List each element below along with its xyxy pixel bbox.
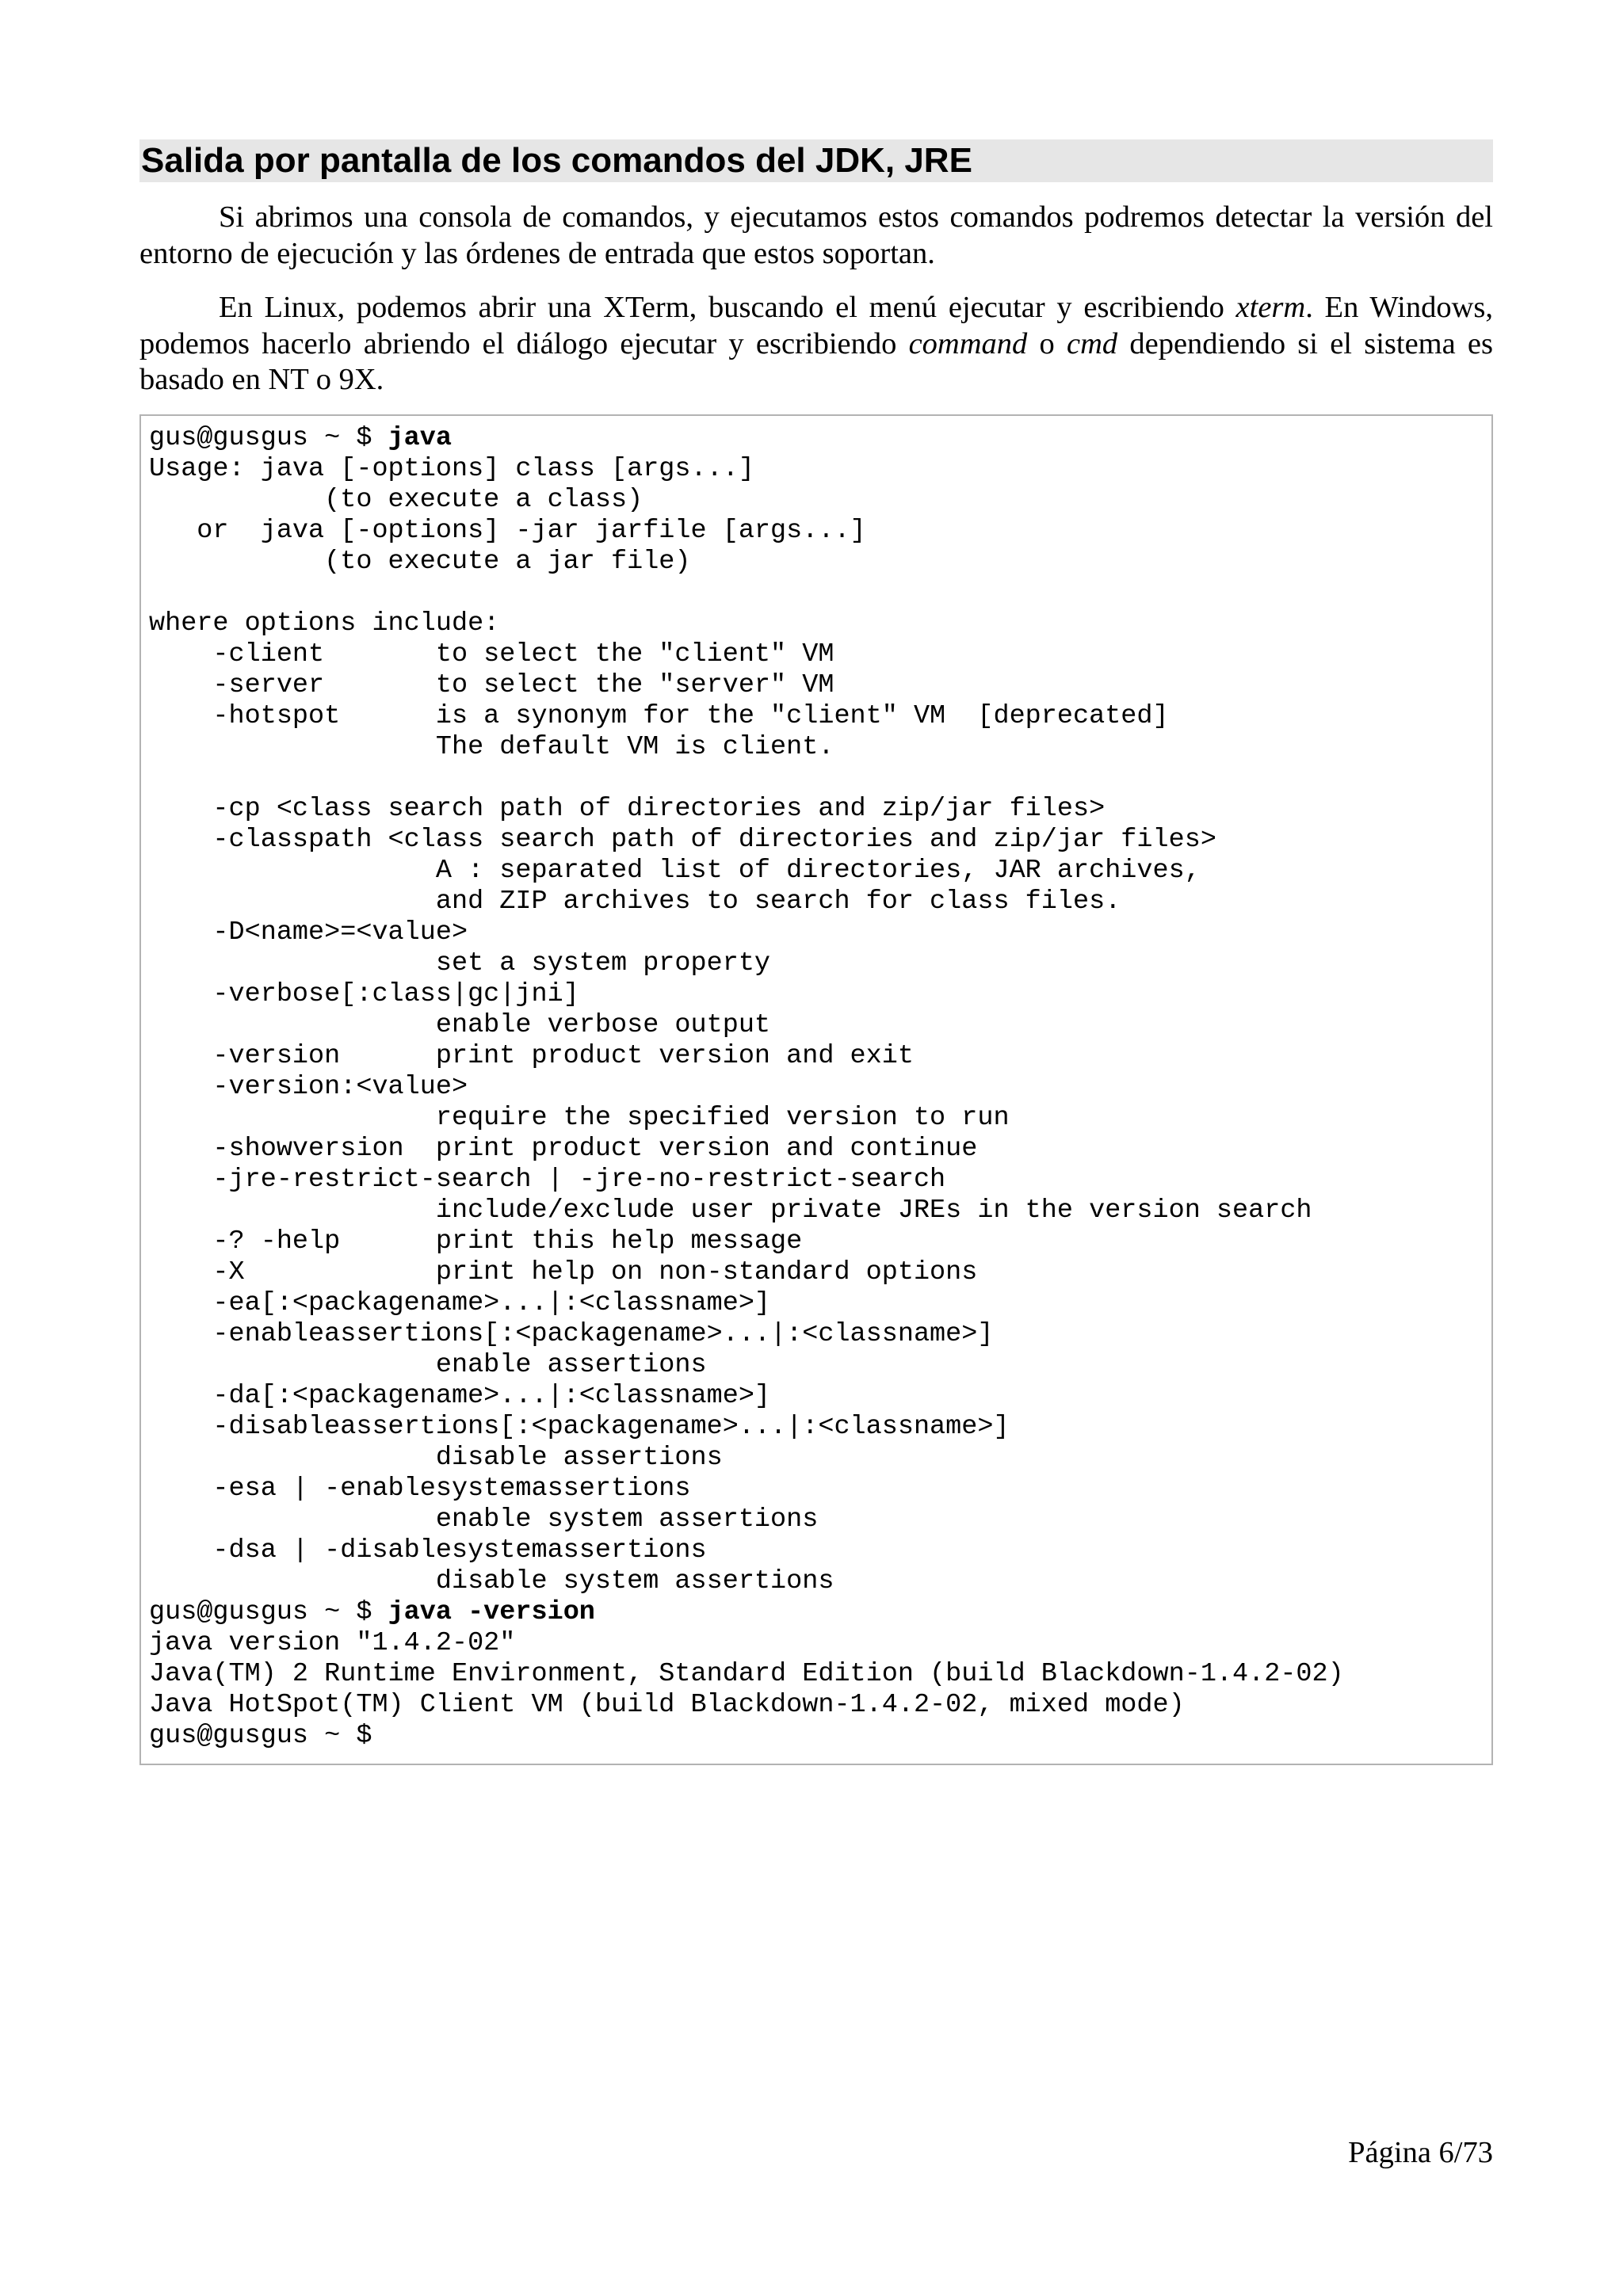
terminal-output-line: -? -help print this help message [149,1226,803,1257]
paragraph-text: . En Windows, podemos hacerlo abriendo el diálogo ejecutar y escribiendo [139,291,1493,360]
java-usage-output [149,454,1491,1597]
terminal-output-line: -client to select the "client" VM [149,639,834,669]
shell-prompt: gus@gusgus ~ $ [149,423,388,453]
terminal-output-line: -verbose[:class|gc|jni] [149,979,579,1009]
terminal-output-line: -version:<value> [149,1072,468,1102]
terminal-output-line: include/exclude user private JREs in the version search [149,1196,1312,1226]
terminal-output-line: A : separated list of directories, JAR archives, [149,856,1201,886]
xterm-term: xterm [1235,291,1306,324]
terminal-output-line: -da[:<packagename>...|:<classname>] [149,1381,771,1411]
terminal-output-line: enable system assertions [149,1505,819,1535]
terminal-output-line: -version print product version and exit [149,1041,914,1071]
terminal-output-line: -esa | -enablesystemassertions [149,1474,691,1504]
java-version-output [149,1628,1491,1721]
terminal-output-line: -cp <class search path of directories and zip/jar files> [149,794,1106,824]
paragraph-text: En Linux, podemos abrir una XTerm, buscando el menú ejecutar y escribiendo [219,291,1236,324]
intro-paragraph-1: Si abrimos una consola de comandos, y ejecutamos estos comandos podremos detectar la versión del entorno de ejecución y las órdenes de entrada que estos soportan. [139,200,1493,270]
terminal-output-line: enable assertions [149,1350,707,1380]
typed-command: java [388,423,452,453]
terminal-output-line: -hotspot is a synonym for the "client" VM [deprecated] [149,701,1169,731]
paragraph-text: dependiendo si el sistema es basado en NT o 9X. [139,326,1493,396]
terminal-output-line: set a system property [149,948,771,978]
terminal-output-line: Java(TM) 2 Runtime Environment, Standard Edition (build Blackdown-1.4.2-02) [149,1659,1344,1689]
terminal-output-line: -showversion print product version and continue [149,1134,978,1164]
terminal-output-line: -classpath <class search path of directories and zip/jar files> [149,825,1216,855]
terminal-output-line: -ea[:<packagename>...|:<classname>] [149,1288,771,1318]
terminal-output-line: where options include: [149,608,500,639]
terminal-output-line: -disableassertions[:<packagename>...|:<classname>] [149,1412,1010,1442]
terminal-output-line: The default VM is client. [149,732,834,762]
terminal-output-line: -dsa | -disablesystemassertions [149,1535,707,1566]
terminal-output-line: require the specified version to run [149,1103,1010,1133]
typed-command: java -version [388,1597,595,1627]
terminal-output-line: -server to select the "server" VM [149,670,834,700]
terminal-output-line: -jre-restrict-search | -jre-no-restrict-search [149,1165,946,1195]
intro-paragraph-2 [139,290,1493,399]
terminal-output-box [139,414,1493,1765]
terminal-output-line [149,578,1491,608]
terminal-output-line: -D<name>=<value> [149,917,468,948]
terminal-output-line: disable assertions [149,1443,723,1473]
section-heading: Salida por pantalla de los comandos del JDK, JRE [139,139,1493,182]
terminal-output-line: or java [-options] -jar jarfile [args...] [149,516,866,546]
terminal-output-line [149,763,1491,794]
terminal-output-line: and ZIP archives to search for class files. [149,887,1121,917]
command-line-java [149,423,1491,454]
cmd-term: cmd [1066,326,1118,360]
page-number: Página 6/73 [1348,2136,1493,2169]
terminal-output-line: enable verbose output [149,1010,771,1040]
terminal-output-line: disable system assertions [149,1566,834,1596]
terminal-output-line: Java HotSpot(TM) Client VM (build Blackdown-1.4.2-02, mixed mode) [149,1690,1185,1720]
shell-prompt: gus@gusgus ~ $ [149,1597,388,1627]
final-shell-prompt: gus@gusgus ~ $ [149,1721,372,1751]
terminal-output-line: Usage: java [-options] class [args...] [149,454,754,484]
terminal-output-line: (to execute a class) [149,485,643,515]
terminal-output-line: -enableassertions[:<packagename>...|:<classname>] [149,1319,994,1349]
command-term: command [908,326,1028,360]
paragraph-text: o [1027,326,1067,360]
terminal-output-line: (to execute a jar file) [149,547,691,577]
command-line-java-version [149,1597,1491,1628]
terminal-output-line: -X print help on non-standard options [149,1257,978,1287]
terminal-output-line: java version "1.4.2-02" [149,1628,516,1658]
